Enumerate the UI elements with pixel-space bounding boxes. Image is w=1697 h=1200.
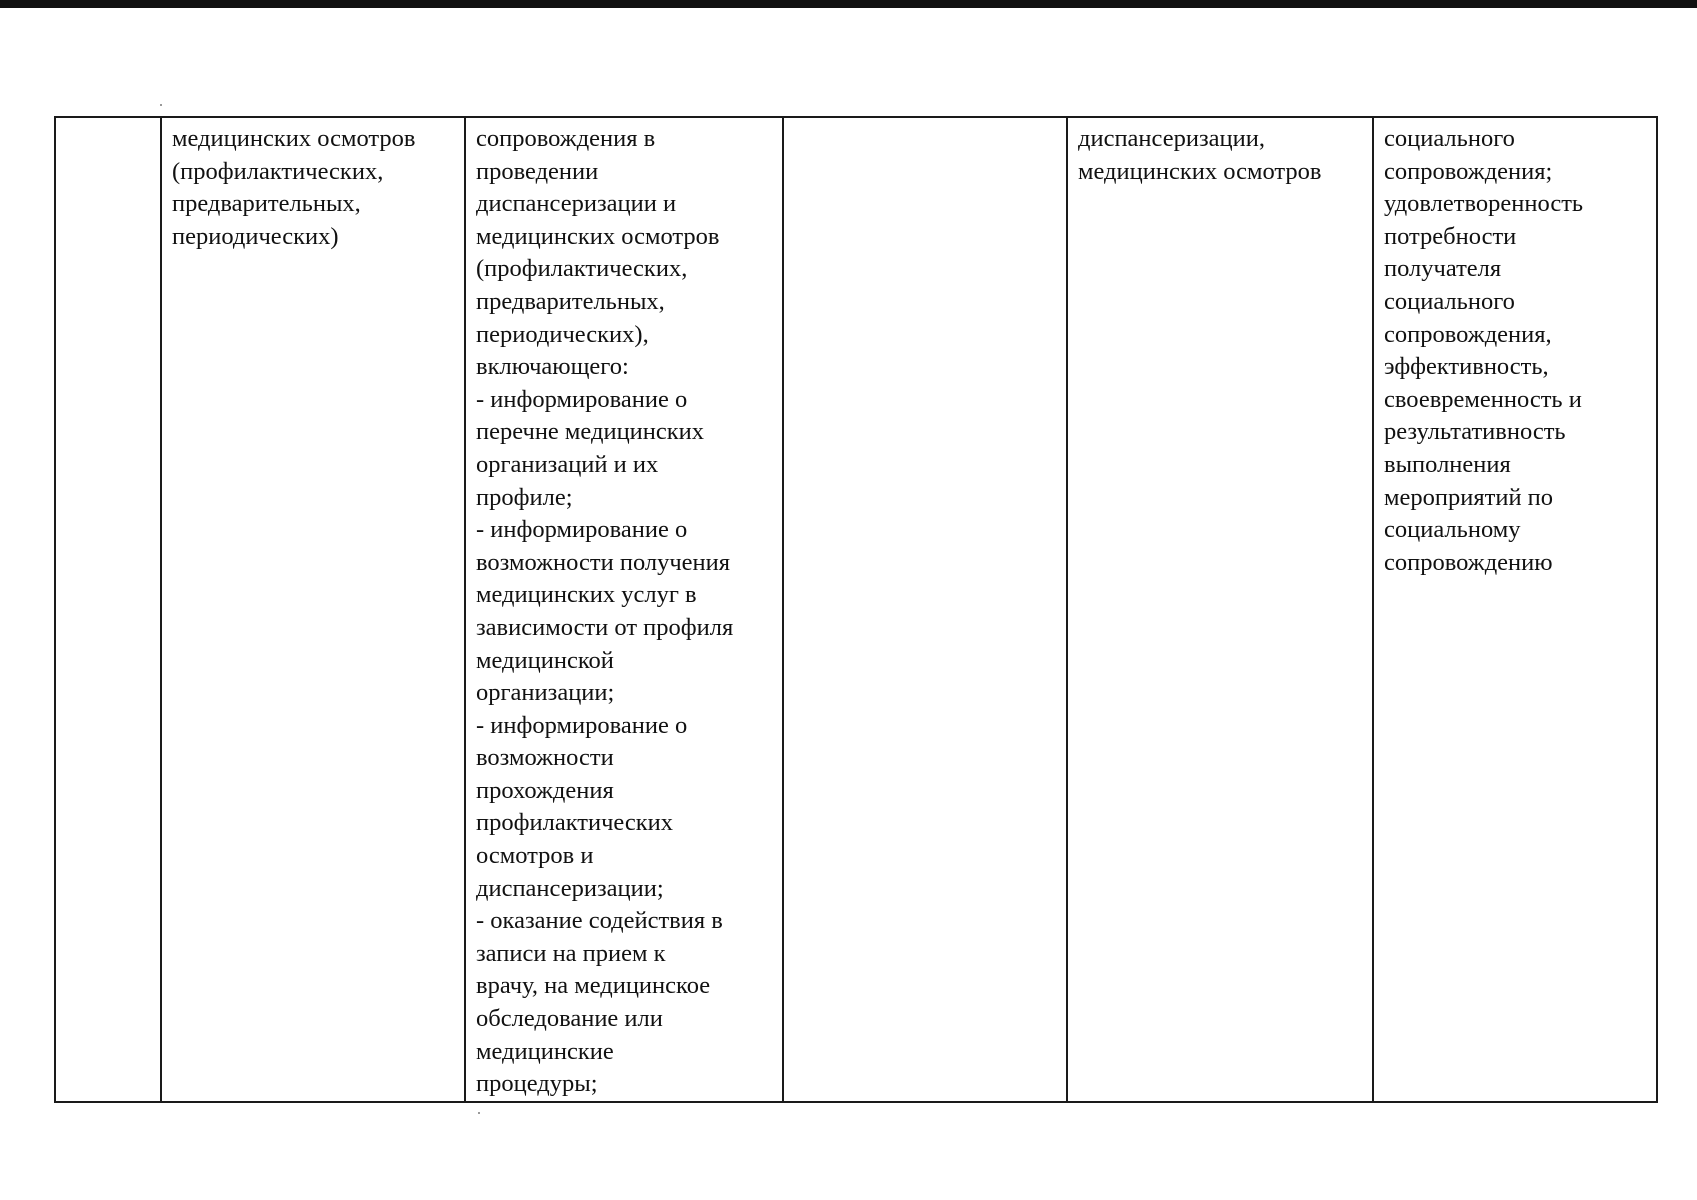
table-cell-col5	[1067, 117, 1373, 1102]
cell-text-line: выполнения	[1384, 450, 1511, 478]
cell-text-line: прохождения	[476, 776, 614, 804]
cell-text-line: профиле;	[476, 483, 573, 511]
cell-text-line: социального	[1384, 125, 1515, 152]
cell-text-line: диспансеризации;	[476, 874, 664, 902]
cell-text-line: удовлетворенность	[1384, 190, 1584, 218]
cell-text-line: получателя	[1384, 255, 1502, 283]
cell-text-line: - информирование о	[476, 516, 688, 544]
table-cell-col3	[465, 117, 783, 1102]
cell-text-line: включающего:	[476, 353, 629, 381]
cell-text-line: сопровождению	[1384, 548, 1553, 576]
cell-text-line: обследование или	[476, 1005, 663, 1033]
cell-text-line: медицинских осмотров	[1078, 157, 1322, 185]
cell-text-line: перечне медицинских	[476, 418, 705, 446]
document-table	[54, 116, 1658, 1103]
table-row	[55, 117, 1657, 1102]
scan-speck	[160, 104, 162, 106]
cell-text-line: организации;	[476, 679, 615, 707]
cell-text-line: социального	[1384, 287, 1515, 315]
cell-text-line: возможности получения	[476, 548, 731, 576]
cell-text-line: организаций и их	[476, 450, 659, 478]
cell-text-line: сопровождения в	[476, 125, 656, 152]
cell-text-line: сопровождения,	[1384, 320, 1552, 348]
cell-text-line: медицинской	[476, 646, 614, 674]
cell-text-line: периодических)	[172, 222, 339, 250]
cell-text-line: осмотров и	[476, 842, 594, 870]
cell-text-line: проведении	[476, 157, 599, 185]
cell-text-line: зависимости от профиля	[476, 613, 734, 641]
cell-text-line: - информирование о	[476, 385, 688, 413]
cell-text-line: (профилактических,	[476, 255, 688, 283]
cell-text-line: диспансеризации,	[1078, 125, 1265, 152]
table-cell-col2	[161, 117, 465, 1102]
table-cell-col6	[1373, 117, 1657, 1102]
cell-text-line: записи на прием к	[476, 939, 666, 967]
cell-text-line: возможности	[476, 744, 614, 772]
cell-text-line: медицинских услуг в	[476, 581, 697, 609]
cell-text-line: диспансеризации и	[476, 190, 677, 218]
table-cell-col1	[55, 117, 161, 1102]
cell-text-line: процедуры;	[476, 1070, 598, 1098]
cell-text-line: периодических),	[476, 320, 649, 348]
page-top-border	[0, 0, 1697, 8]
cell-text-line: медицинских осмотров	[476, 222, 720, 250]
cell-text-line: - информирование о	[476, 711, 688, 739]
cell-text-line: (профилактических,	[172, 157, 384, 185]
cell-text-line: медицинских осмотров	[172, 125, 416, 152]
cell-text-line: социальному	[1384, 516, 1521, 544]
cell-text-line: сопровождения;	[1384, 157, 1553, 185]
cell-text-line: потребности	[1384, 222, 1517, 250]
cell-text-line: своевременность и	[1384, 385, 1582, 413]
cell-text-line: предварительных,	[172, 190, 361, 218]
cell-text-line: профилактических	[476, 809, 674, 837]
cell-text-line: эффективность,	[1384, 353, 1549, 381]
cell-text-line: мероприятий по	[1384, 483, 1554, 511]
cell-text-line: - оказание содействия в	[476, 907, 723, 935]
table-cell-col4	[783, 117, 1067, 1102]
cell-text-line: медицинские	[476, 1037, 614, 1065]
cell-text-line: результативность	[1384, 418, 1566, 446]
scan-speck	[478, 1112, 480, 1114]
cell-text-line: предварительных,	[476, 287, 665, 315]
cell-text-line: врачу, на медицинское	[476, 972, 711, 1000]
